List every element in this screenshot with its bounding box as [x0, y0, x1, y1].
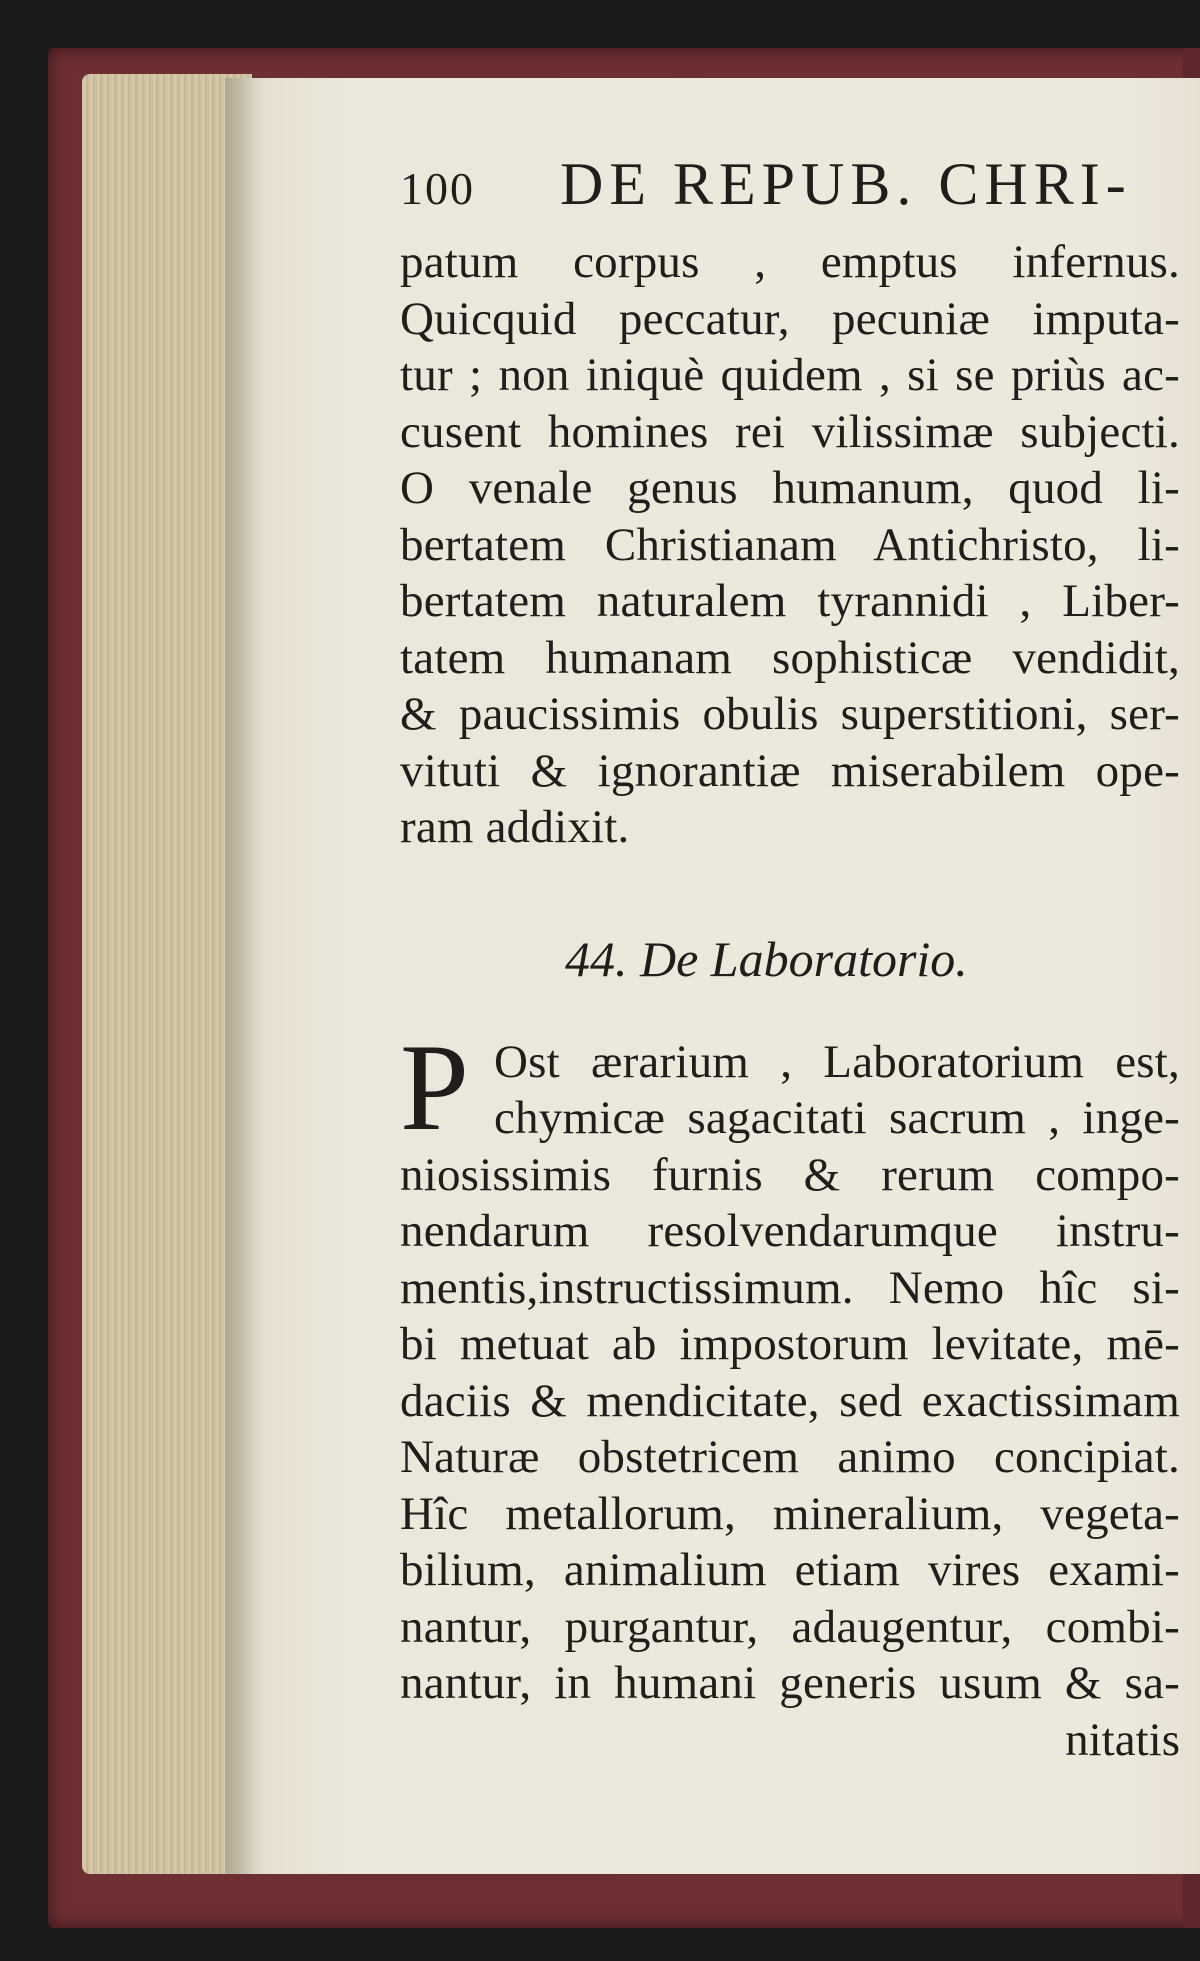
text-line: bilium, animalium etiam vires exami-: [400, 1544, 1180, 1596]
text-line: O venale genus humanum, quod li-: [400, 462, 1180, 514]
paragraph-after: [400, 1018, 1180, 1712]
text-block: [400, 150, 1180, 1772]
text-line: Naturæ obstetricem animo concipiat.: [400, 1431, 1180, 1483]
text-line: nendarum resolvendarumque instru-: [400, 1205, 1180, 1257]
drop-cap: P: [400, 1018, 469, 1156]
text-line: Ost ærarium , Laboratorium est,: [494, 1035, 1180, 1088]
text-line: chymicæ sagacitati sacrum , inge-: [494, 1092, 1180, 1144]
text-line: cusent homines rei vilissimæ subjecti.: [400, 405, 1180, 458]
text-line: bertatem naturalem tyrannidi , Liber-: [400, 575, 1180, 627]
text-line: Quicquid peccatur, pecuniæ imputa-: [400, 292, 1180, 345]
text-line: Hîc metallorum, mineralium, vegeta-: [400, 1487, 1180, 1540]
gutter-shadow: [225, 78, 265, 1874]
catchword-row: [400, 1712, 1180, 1772]
section-heading: 44. De Laboratorio.: [565, 930, 968, 987]
catchword: nitatis: [1065, 1713, 1180, 1766]
text-line: ram addixit.: [400, 801, 630, 853]
text-line: vituti & ignorantiæ miserabilem ope-: [400, 744, 1180, 797]
text-line: daciis & mendicitate, sed exactissimam: [400, 1374, 1180, 1427]
text-line: bertatem Christianam Antichristo, li-: [400, 518, 1180, 571]
text-line: niosissimis furnis & rerum compo-: [400, 1148, 1180, 1201]
text-line: mentis,instructissimum. Nemo hîc si-: [400, 1261, 1180, 1314]
text-line: & paucissimis obulis superstitioni, ser-: [400, 688, 1180, 740]
text-line: nantur, purgantur, adaugentur, combi-: [400, 1600, 1180, 1653]
text-line: tatem humanam sophisticæ vendidit,: [400, 631, 1180, 684]
text-line: tur ; non iniquè quidem , si se priùs ac-: [400, 349, 1180, 401]
text-line: patum corpus , emptus infernus.: [400, 236, 1180, 288]
text-line: nantur, in humani generis usum & sa-: [400, 1657, 1180, 1709]
running-head: DE REPUB. CHRI-: [560, 151, 1132, 217]
text-line: bi metuat ab impostorum levitate, mē-: [400, 1318, 1180, 1370]
paragraph-before: [400, 234, 1180, 856]
page-number: 100: [400, 163, 475, 214]
page-header: [400, 150, 1180, 234]
